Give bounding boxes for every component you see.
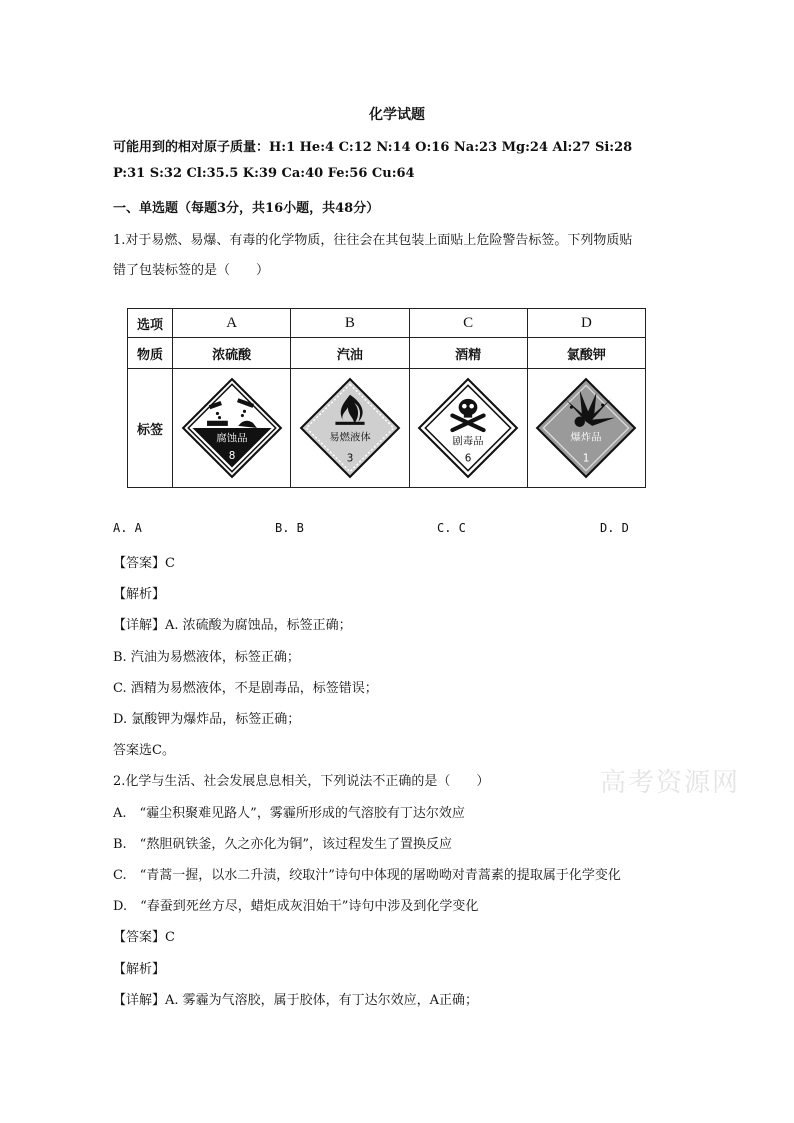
label-cell-b (291, 369, 409, 488)
sign-d-number: 1 (583, 452, 590, 465)
hazard-label-table (127, 308, 646, 488)
q1-choice-c: C. C (437, 521, 466, 535)
substance-d: 氯酸钾 (527, 338, 645, 369)
section-heading: 一、单选题（每题3分，共16小题，共48分） (113, 201, 380, 216)
col-option-a: A (173, 309, 291, 338)
sign-b-number: 3 (346, 452, 354, 465)
col-option-b: B (291, 309, 409, 338)
q1-stem-line-2: 错了包装标签的是（ ） (113, 263, 270, 278)
substance-c: 酒精 (409, 338, 527, 369)
q1-choice-b: B. B (275, 521, 304, 535)
page-title: 化学试题 (369, 107, 425, 123)
sign-c-number: 6 (464, 452, 472, 465)
label-cell-c (409, 369, 527, 488)
col-option-d: D (527, 309, 645, 338)
q2-detail-1: 【详解】A. 雾霾为气溶胶，属于胶体，有丁达尔效应，A正确； (113, 993, 479, 1008)
col-option-c: C (409, 309, 527, 338)
q2-option-c: C. “青蒿一握，以水二升渍，绞取汁”诗句中体现的屠呦呦对青蒿素的提取属于化学变化 (113, 868, 621, 883)
q1-choice-a: A. A (113, 521, 142, 535)
label-cell-d (527, 369, 645, 488)
q2-option-b: B. “熬胆矾铁釜，久之亦化为铜”，该过程发生了置换反应 (113, 837, 452, 852)
q2-option-a: A. “霾尘积聚难见路人”，雾霾所形成的气溶胶有丁达尔效应 (113, 806, 465, 821)
q1-analysis-heading: 【解析】 (113, 587, 166, 602)
q1-stem-line-1: 1.对于易燃、易爆、有毒的化学物质，往往会在其包装上面贴上危险警告标签。下列物质贴 (113, 233, 633, 248)
q2-stem: 2.化学与生活、社会发展息息相关，下列说法不正确的是（ ） (113, 774, 490, 789)
atomic-mass-line-2: P:31 S:32 Cl:35.5 K:39 Ca:40 Fe:56 Cu:64 (113, 166, 415, 181)
q1-detail-3: C. 酒精为易燃液体，不是剧毒品，标签错误； (113, 681, 378, 696)
explosive-sign-icon (534, 376, 638, 480)
watermark: 高考资源网 (600, 768, 741, 798)
sign-a-number: 8 (228, 450, 235, 463)
q1-detail-4: D. 氯酸钾为爆炸品，标签正确； (113, 712, 301, 727)
sign-c-text: 剧毒品 (452, 435, 484, 448)
sign-b-text: 易燃液体 (329, 431, 371, 444)
q1-detail-1: 【详解】A. 浓硫酸为腐蚀品，标签正确； (113, 618, 352, 633)
q1-detail-2: B. 汽油为易燃液体，标签正确； (113, 650, 300, 665)
toxic-sign-icon (416, 376, 520, 480)
row-header-label: 标签 (128, 369, 173, 488)
substance-a: 浓硫酸 (173, 338, 291, 369)
label-cell-a (173, 369, 291, 488)
row-header-option: 选项 (128, 309, 173, 338)
substance-b: 汽油 (291, 338, 409, 369)
sign-d-text: 爆炸品 (570, 431, 602, 444)
q1-detail-5: 答案选C。 (113, 743, 175, 758)
q2-answer: 【答案】C (113, 930, 175, 945)
row-header-substance: 物质 (128, 338, 173, 369)
q1-answer: 【答案】C (113, 556, 175, 571)
corrosive-sign-icon (180, 376, 284, 480)
q2-option-d: D. “春蚕到死丝方尽，蜡炬成灰泪始干”诗句中涉及到化学变化 (113, 899, 479, 914)
sign-a-text: 腐蚀品 (216, 432, 248, 445)
q2-analysis-heading: 【解析】 (113, 962, 166, 977)
atomic-mass-line-1: 可能用到的相对原子质量：H:1 He:4 C:12 N:14 O:16 Na:23 Mg:24 Al:27 Si:28 (113, 140, 633, 155)
flammable-liquid-sign-icon (298, 376, 402, 480)
q1-choice-d: D. D (600, 521, 629, 535)
